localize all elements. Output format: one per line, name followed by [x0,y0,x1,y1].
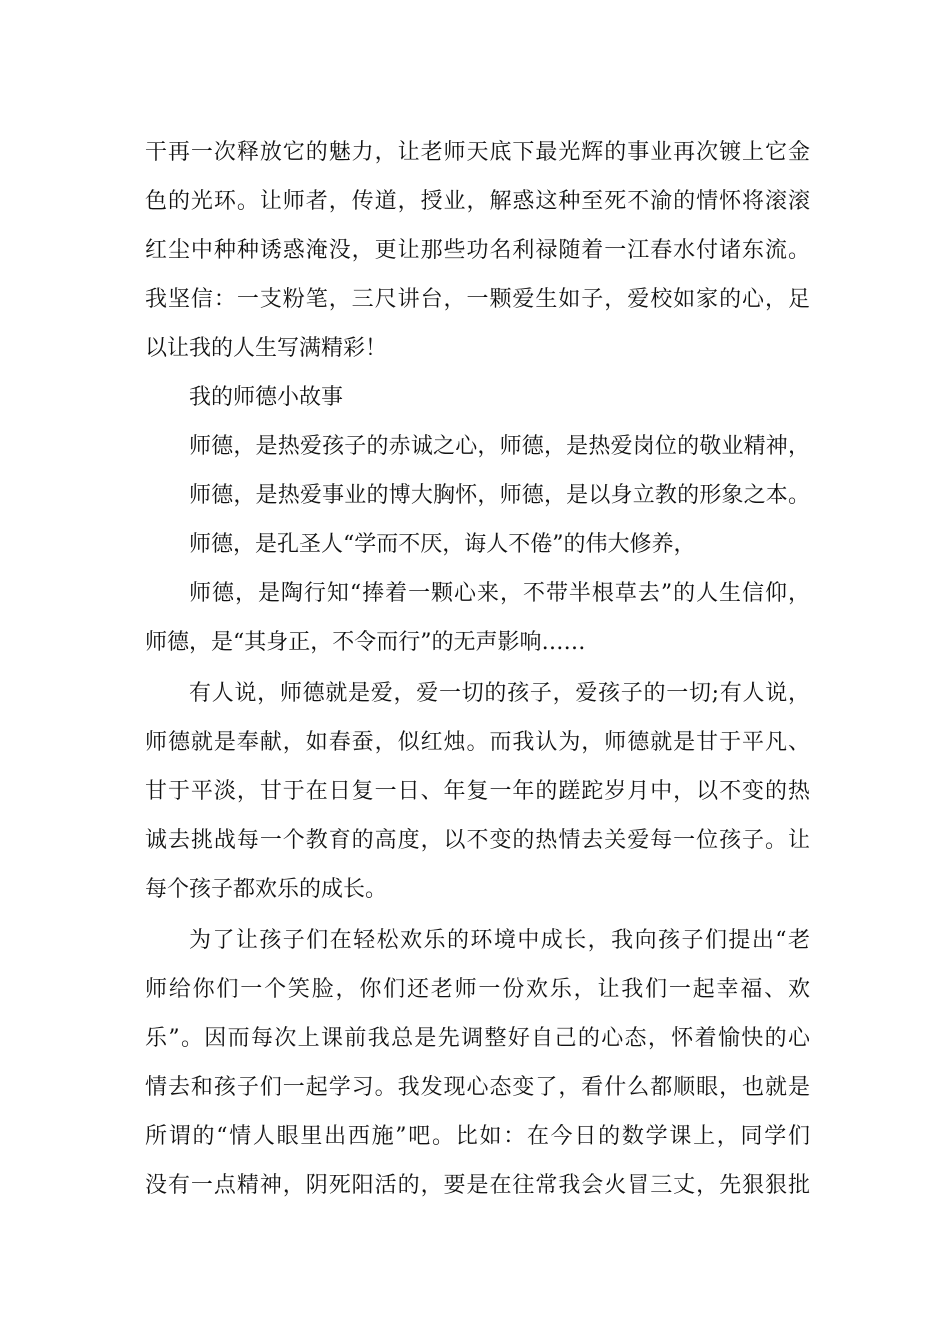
text-line: 师德就是奉献，如春蚕，似红烛。而我认为，师德就是甘于平凡、 [145,730,810,755]
text-line: 色的光环。让师者，传道，授业，解惑这种至死不渝的情怀将滚滚 [145,189,810,214]
text-line: 师给你们一个笑脸，你们还老师一份欢乐，让我们一起幸福、欢 [145,977,810,1002]
text-line: 每个孩子都欢乐的成长。 [145,877,388,902]
text-line: 没有一点精神，阴死阳活的，要是在往常我会火冒三丈，先狠狠批 [145,1173,810,1198]
text-line: 所谓的“情人眼里出西施”吧。比如：在今日的数学课上，同学们 [145,1124,810,1149]
text-line: 情去和孩子们一起学习。我发现心态变了，看什么都顺眼，也就是 [145,1075,810,1100]
body-text [145,128,810,1210]
text-line: 乐”。因而每次上课前我总是先调整好自己的心态，怀着愉快的心 [145,1026,810,1051]
text-line: 干再一次释放它的魅力，让老师天底下最光辉的事业再次镀上它金 [145,140,810,165]
text-line: 为了让孩子们在轻松欢乐的环境中成长，我向孩子们提出“老 [189,928,810,953]
text-line: 师德，是陶行知“捧着一颗心来，不带半根草去”的人生信仰， [189,581,810,606]
text-line: 我坚信：一支粉笔，三尺讲台，一颗爱生如子，爱校如家的心，足 [145,287,810,312]
text-line: 师德，是孔圣人“学而不厌，诲人不倦”的伟大修养， [189,532,696,557]
text-line: 师德，是热爱事业的博大胸怀，师德，是以身立教的形象之本。 [189,483,810,508]
section-heading: 我的师德小故事 [189,385,344,410]
text-line: 诚去挑战每一个教育的高度，以不变的热情去关爱每一位孩子。让 [145,828,810,853]
text-line: 甘于平淡，甘于在日复一日、年复一年的蹉跎岁月中，以不变的热 [145,779,810,804]
text-line: 师德，是热爱孩子的赤诚之心，师德，是热爱岗位的敬业精神， [189,434,810,459]
text-line: 以让我的人生写满精彩！ [145,336,388,361]
text-line: 红尘中种种诱惑淹没，更让那些功名利禄随着一江春水付诸东流。 [145,238,810,263]
text-line: 有人说，师德就是爱，爱一切的孩子，爱孩子的一切;有人说， [189,681,810,706]
text-line: 师德，是“其身正，不令而行”的无声影响…… [145,630,586,655]
